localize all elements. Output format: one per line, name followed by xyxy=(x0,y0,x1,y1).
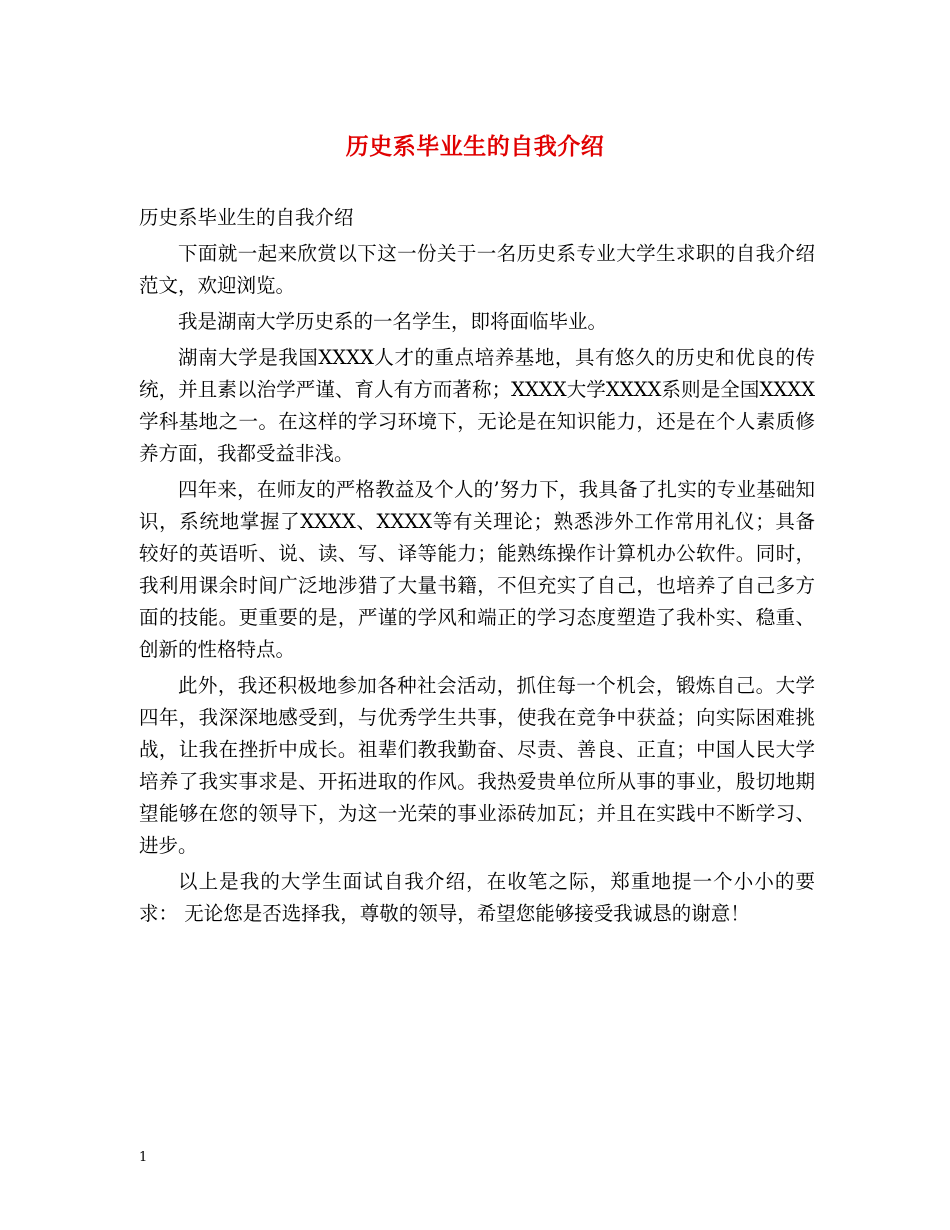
paragraph-skills: 四年来，在师友的严格教益及个人的’努力下，我具备了扎实的专业基础知识，系统地掌握了XXXX、XXXX等有关理论；熟悉涉外工作常用礼仪；具备较好的英语听、说、读、写、译等能力；能熟练操作计算机办公软件。同时，我利用课余时间广泛地涉猎了大量书籍，不但充实了自己，也培养了自己多方面的技能。更重要的是，严谨的学风和端正的学习态度塑造了我朴实、稳重、创新的性格特点。 xyxy=(139,478,815,661)
document-subheading: 历史系毕业生的自我介绍 xyxy=(139,206,354,229)
paragraph-intro: 下面就一起来欣赏以下这一份关于一名历史系专业大学生求职的自我介绍范文，欢迎浏览。 xyxy=(139,242,815,297)
document-body xyxy=(139,202,815,934)
document-title: 历史系毕业生的自我介绍 xyxy=(345,133,605,160)
paragraph-identity: 我是湖南大学历史系的一名学生，即将面临毕业。 xyxy=(178,310,608,333)
page-number: 1 xyxy=(139,1150,148,1165)
paragraph-closing: 以上是我的大学生面试自我介绍，在收笔之际，郑重地提一个小小的要求： 无论您是否选择我，尊敬的领导，希望您能够接受我诚恳的谢意！ xyxy=(139,870,815,925)
paragraph-activities: 此外，我还积极地参加各种社会活动，抓住每一个机会，锻炼自己。大学四年，我深深地感受到，与优秀学生共事，使我在竞争中获益；向实际困难挑战，让我在挫折中成长。祖辈们教我勤奋、尽责、善良、正直；中国人民大学培养了我实事求是、开拓进取的作风。我热爱贵单位所从事的事业，殷切地期望能够在您的领导下，为这一光荣的事业添砖加瓦；并且在实践中不断学习、进步。 xyxy=(139,674,815,857)
paragraph-university: 湖南大学是我国XXXX人才的重点培养基地，具有悠久的历史和优良的传统，并且素以治学严谨、育人有方而著称；XXXX大学XXXX系则是全国XXXX学科基地之一。在这样的学习环境下，无论是在知识能力，还是在个人素质修养方面，我都受益非浅。 xyxy=(139,346,815,465)
